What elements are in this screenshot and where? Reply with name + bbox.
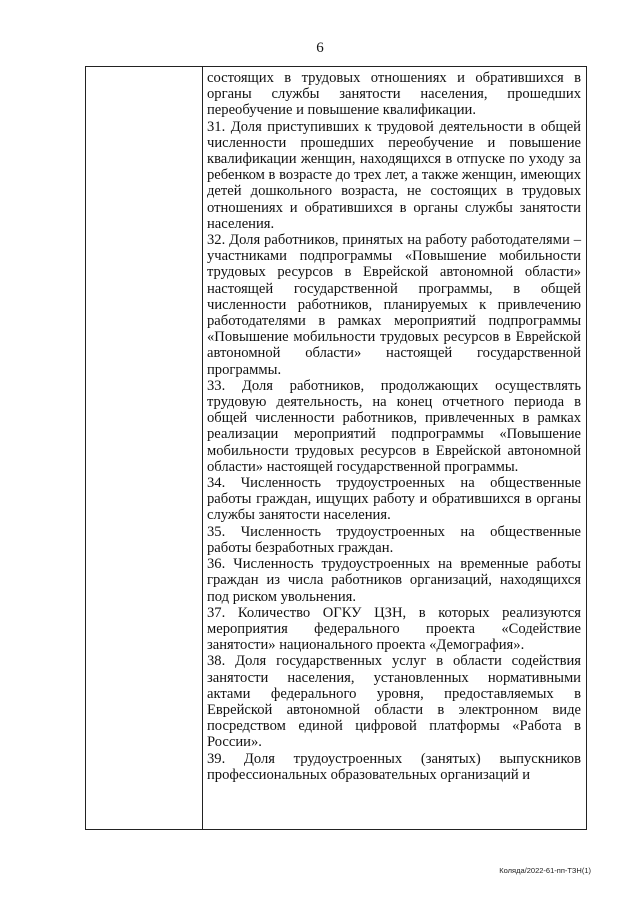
list-item-36: 36. Численность трудоустроенных на временные работы граждан из числа работников организаций, находящихся под риском увольнения. bbox=[207, 556, 581, 605]
page-number: 6 bbox=[316, 40, 324, 56]
table-right-column bbox=[207, 70, 581, 783]
list-item-32: 32. Доля работников, принятых на работу работодателями – участниками подпрограммы «Повышение мобильности трудовых ресурсов в Еврейской автономной области» настоящей государственной программы, в общей численности работников, планируемых к привлечению работодателями в рамках мероприятий подпрограммы «Повышение мобильности трудовых ресурсов в Еврейской автономной области» настоящей государственной программы. bbox=[207, 232, 581, 378]
document-code: Коляда/2022-61-пп-ТЗН(1) bbox=[499, 866, 591, 875]
document-table bbox=[85, 66, 587, 830]
list-item-33: 33. Доля работников, продолжающих осуществлять трудовую деятельность, на конец отчетного периода в общей численности работников, привлеченных в рамках реализации мероприятий подпрограммы «Повышение мобильности трудовых ресурсов в Еврейской автономной области» настоящей государственной программы. bbox=[207, 377, 581, 475]
list-item-31: 31. Доля приступивших к трудовой деятельности в общей численности прошедших переобучение и повышение квалификации женщин, находящихся в отпуске по уходу за ребенком в возрасте до трех лет, а также женщин, имеющих детей дошкольного возраста, не состоящих в трудовых отношениях и обратившихся в органы службы занятости населения. bbox=[207, 118, 581, 232]
table-left-column bbox=[86, 67, 202, 829]
list-item-38: 38. Доля государственных услуг в области содействия занятости населения, установленных нормативными актами федерального уровня, предоставляемых в Еврейской автономной области в электронном виде посредством единой цифровой платформы «Работа в России». bbox=[207, 653, 581, 751]
column-divider bbox=[202, 67, 203, 829]
list-item-continuation: состоящих в трудовых отношениях и обратившихся в органы службы занятости населения, прошедших переобучение и повышение квалификации. bbox=[207, 70, 581, 119]
list-item-37: 37. Количество ОГКУ ЦЗН, в которых реализуются мероприятия федерального проекта «Содействие занятости» национального проекта «Демография». bbox=[207, 604, 581, 654]
list-item-34: 34. Численность трудоустроенных на общественные работы граждан, ищущих работу и обратившихся в органы службы занятости населения. bbox=[207, 475, 581, 524]
list-item-39: 39. Доля трудоустроенных (занятых) выпускников профессиональных образовательных организаций и bbox=[207, 750, 581, 783]
list-item-35: 35. Численность трудоустроенных на общественные работы безработных граждан. bbox=[207, 523, 581, 556]
